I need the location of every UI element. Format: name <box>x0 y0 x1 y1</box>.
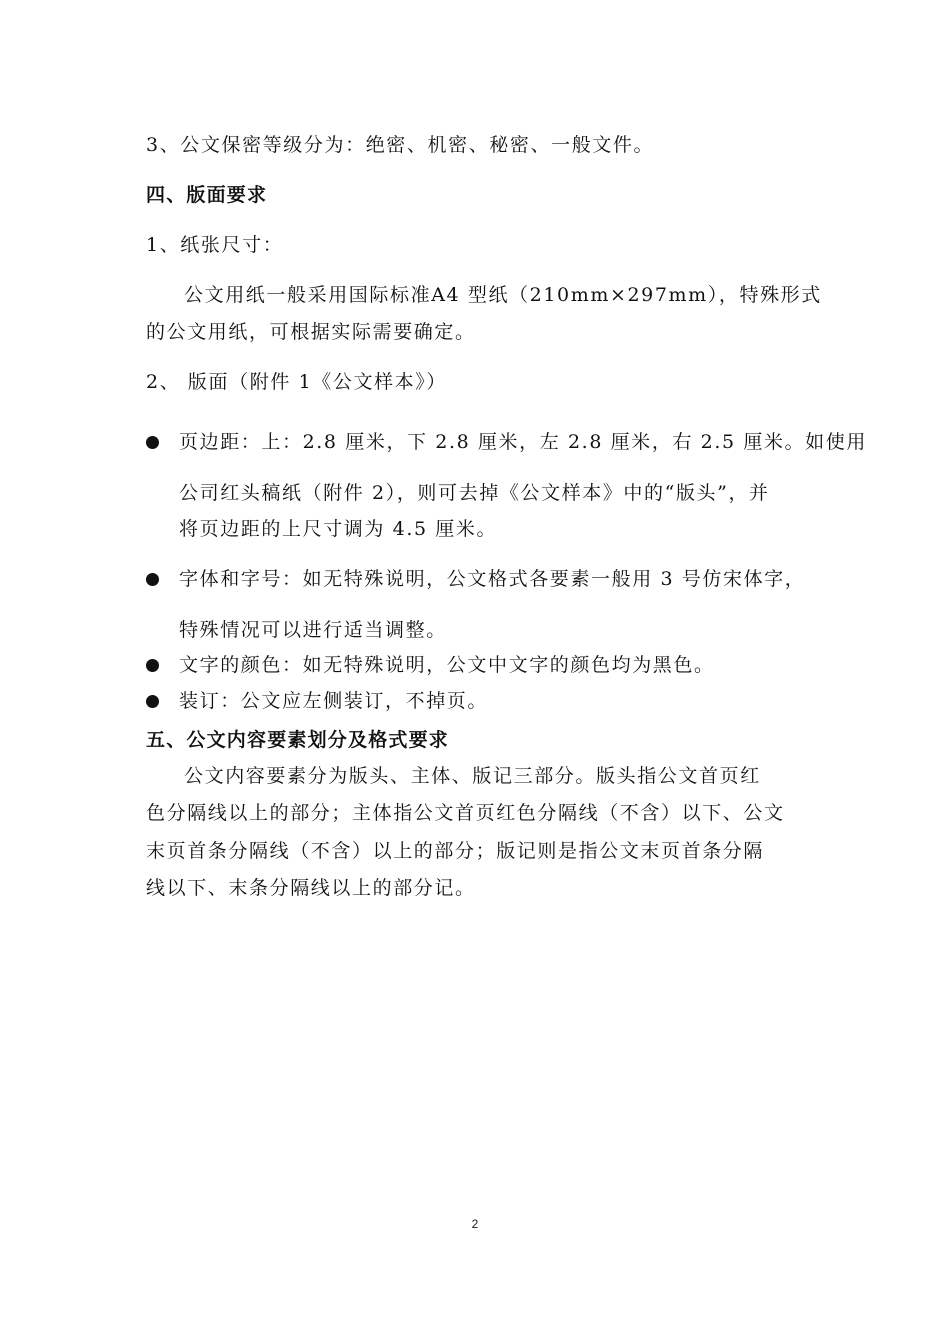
content-elements-paragraph-line-3: 末页首条分隔线（不含）以上的部分；版记则是指公文末页首条分隔 <box>146 840 765 862</box>
content-elements-paragraph-line-2: 色分隔线以上的部分；主体指公文首页红色分隔线（不含）以下、公文 <box>146 802 785 824</box>
binding-bullet-line: 装订：公文应左侧装订，不掉页。 <box>179 690 489 712</box>
layout-label: 2、 版面（附件 1《公文样本》） <box>146 371 447 393</box>
color-bullet-line: 文字的颜色：如无特殊说明，公文中文字的颜色均为黑色。 <box>179 654 715 676</box>
content-elements-paragraph-line-4: 线以下、末条分隔线以上的部分记。 <box>146 877 476 899</box>
paper-size-paragraph-line-2: 的公文用纸，可根据实际需要确定。 <box>146 321 476 343</box>
margins-bullet-line-1: 页边距：上：2.8 厘米，下 2.8 厘米，左 2.8 厘米，右 2.5 厘米。如使用 <box>179 431 867 453</box>
section-heading-layout-requirements: 四、版面要求 <box>146 184 268 206</box>
paper-size-paragraph-line-1: 公文用纸一般采用国际标准A4 型纸（210mm×297mm），特殊形式 <box>184 284 822 306</box>
bullet-icon <box>146 436 159 449</box>
font-bullet-line-2: 特殊情况可以进行适当调整。 <box>179 619 447 641</box>
page-number: 2 <box>471 1217 479 1231</box>
bullet-icon <box>146 659 159 672</box>
bullet-icon <box>146 695 159 708</box>
confidentiality-levels-item: 3、公文保密等级分为：绝密、机密、秘密、一般文件。 <box>146 134 655 156</box>
margins-bullet-line-2: 公司红头稿纸（附件 2），则可去掉《公文样本》中的“版头”，并 <box>179 482 770 504</box>
paper-size-label: 1、纸张尺寸： <box>146 234 284 256</box>
bullet-icon <box>146 573 159 586</box>
font-bullet-line-1: 字体和字号：如无特殊说明，公文格式各要素一般用 3 号仿宋体字， <box>179 568 806 590</box>
margins-bullet-line-3: 将页边距的上尺寸调为 4.5 厘米。 <box>179 518 498 540</box>
content-elements-paragraph-line-1: 公文内容要素分为版头、主体、版记三部分。版头指公文首页红 <box>184 765 761 787</box>
section-heading-content-elements: 五、公文内容要素划分及格式要求 <box>146 729 450 751</box>
